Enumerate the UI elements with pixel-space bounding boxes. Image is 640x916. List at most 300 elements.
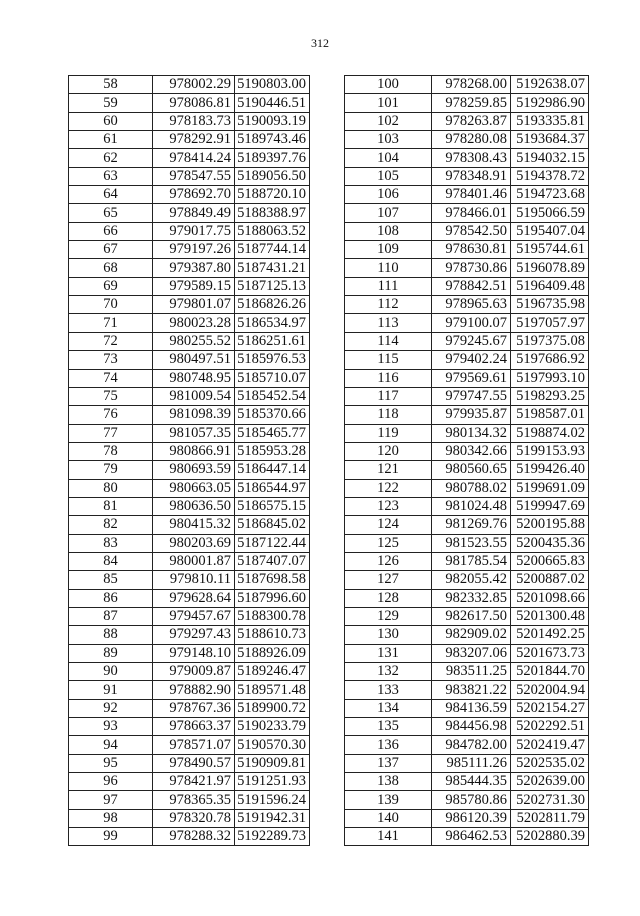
y-coordinate-cell: 5192289.73 — [235, 828, 310, 846]
y-coordinate-cell: 5187996.60 — [235, 589, 310, 607]
table-row — [69, 94, 310, 112]
table-row — [345, 387, 589, 405]
point-number-cell: 94 — [69, 736, 153, 754]
table-row — [345, 351, 589, 369]
page-number: 312 — [311, 36, 329, 50]
x-coordinate-cell: 980255.52 — [153, 332, 235, 350]
y-coordinate-cell: 5190233.79 — [235, 718, 310, 736]
point-number-cell: 134 — [345, 699, 432, 717]
table-row — [69, 773, 310, 791]
x-coordinate-cell: 978730.86 — [432, 259, 511, 277]
y-coordinate-cell: 5186251.61 — [235, 332, 310, 350]
y-coordinate-cell: 5188388.97 — [235, 204, 310, 222]
y-coordinate-cell: 5186447.14 — [235, 461, 310, 479]
point-number-cell: 82 — [69, 516, 153, 534]
point-number-cell: 71 — [69, 314, 153, 332]
y-coordinate-cell: 5194378.72 — [511, 167, 589, 185]
point-number-cell: 136 — [345, 736, 432, 754]
table-row — [345, 461, 589, 479]
x-coordinate-cell: 980663.05 — [153, 479, 235, 497]
y-coordinate-cell: 5189056.50 — [235, 167, 310, 185]
point-number-cell: 126 — [345, 552, 432, 570]
x-coordinate-cell: 981024.48 — [432, 497, 511, 515]
table-row — [69, 736, 310, 754]
point-number-cell: 122 — [345, 479, 432, 497]
table-row — [345, 754, 589, 772]
point-number-cell: 80 — [69, 479, 153, 497]
table-row — [345, 644, 589, 662]
x-coordinate-cell: 985444.35 — [432, 773, 511, 791]
y-coordinate-cell: 5201844.70 — [511, 663, 589, 681]
point-number-cell: 110 — [345, 259, 432, 277]
point-number-cell: 64 — [69, 186, 153, 204]
point-number-cell: 99 — [69, 828, 153, 846]
point-number-cell: 84 — [69, 552, 153, 570]
x-coordinate-cell: 978630.81 — [432, 241, 511, 259]
x-coordinate-cell: 986462.53 — [432, 828, 511, 846]
table-row — [345, 828, 589, 846]
table-row — [69, 589, 310, 607]
y-coordinate-cell: 5199153.93 — [511, 442, 589, 460]
y-coordinate-cell: 5188063.52 — [235, 222, 310, 240]
point-number-cell: 102 — [345, 112, 432, 130]
point-number-cell: 81 — [69, 497, 153, 515]
y-coordinate-cell: 5185370.66 — [235, 406, 310, 424]
point-number-cell: 58 — [69, 76, 153, 94]
table-row — [69, 607, 310, 625]
point-number-cell: 87 — [69, 607, 153, 625]
point-number-cell: 129 — [345, 607, 432, 625]
table-row — [69, 277, 310, 295]
table-row — [345, 497, 589, 515]
point-number-cell: 95 — [69, 754, 153, 772]
table-row — [345, 332, 589, 350]
y-coordinate-cell: 5190570.30 — [235, 736, 310, 754]
x-coordinate-cell: 979628.64 — [153, 589, 235, 607]
point-number-cell: 62 — [69, 149, 153, 167]
table-row — [69, 204, 310, 222]
y-coordinate-cell: 5197057.97 — [511, 314, 589, 332]
y-coordinate-cell: 5195407.04 — [511, 222, 589, 240]
table-row — [345, 479, 589, 497]
y-coordinate-cell: 5189571.48 — [235, 681, 310, 699]
y-coordinate-cell: 5186575.15 — [235, 497, 310, 515]
x-coordinate-cell: 979387.80 — [153, 259, 235, 277]
table-row — [69, 186, 310, 204]
point-number-cell: 101 — [345, 94, 432, 112]
y-coordinate-cell: 5198874.02 — [511, 424, 589, 442]
x-coordinate-cell: 978421.97 — [153, 773, 235, 791]
table-row — [69, 76, 310, 94]
y-coordinate-cell: 5188720.10 — [235, 186, 310, 204]
x-coordinate-cell: 983207.06 — [432, 644, 511, 662]
point-number-cell: 141 — [345, 828, 432, 846]
point-number-cell: 133 — [345, 681, 432, 699]
point-number-cell: 115 — [345, 351, 432, 369]
x-coordinate-cell: 978767.36 — [153, 699, 235, 717]
table-row — [345, 552, 589, 570]
x-coordinate-cell: 978882.90 — [153, 681, 235, 699]
x-coordinate-cell: 978292.91 — [153, 131, 235, 149]
x-coordinate-cell: 978547.55 — [153, 167, 235, 185]
point-number-cell: 77 — [69, 424, 153, 442]
point-number-cell: 79 — [69, 461, 153, 479]
point-number-cell: 104 — [345, 149, 432, 167]
x-coordinate-cell: 978414.24 — [153, 149, 235, 167]
y-coordinate-cell: 5190909.81 — [235, 754, 310, 772]
y-coordinate-cell: 5189743.46 — [235, 131, 310, 149]
table-row — [69, 497, 310, 515]
x-coordinate-cell: 979810.11 — [153, 571, 235, 589]
y-coordinate-cell: 5197375.08 — [511, 332, 589, 350]
y-coordinate-cell: 5188926.09 — [235, 644, 310, 662]
table-row — [345, 681, 589, 699]
x-coordinate-cell: 980636.50 — [153, 497, 235, 515]
table-row — [69, 571, 310, 589]
point-number-cell: 90 — [69, 663, 153, 681]
table-row — [69, 351, 310, 369]
y-coordinate-cell: 5192638.07 — [511, 76, 589, 94]
y-coordinate-cell: 5186845.02 — [235, 516, 310, 534]
y-coordinate-cell: 5193335.81 — [511, 112, 589, 130]
table-row — [69, 754, 310, 772]
point-number-cell: 128 — [345, 589, 432, 607]
y-coordinate-cell: 5200435.36 — [511, 534, 589, 552]
x-coordinate-cell: 981269.76 — [432, 516, 511, 534]
x-coordinate-cell: 978571.07 — [153, 736, 235, 754]
x-coordinate-cell: 978002.29 — [153, 76, 235, 94]
y-coordinate-cell: 5202004.94 — [511, 681, 589, 699]
y-coordinate-cell: 5202731.30 — [511, 791, 589, 809]
point-number-cell: 97 — [69, 791, 153, 809]
x-coordinate-cell: 978842.51 — [432, 277, 511, 295]
y-coordinate-cell: 5196735.98 — [511, 296, 589, 314]
table-row — [69, 699, 310, 717]
table-row — [69, 663, 310, 681]
point-number-cell: 127 — [345, 571, 432, 589]
x-coordinate-cell: 978280.08 — [432, 131, 511, 149]
table-row — [69, 241, 310, 259]
x-coordinate-cell: 979457.67 — [153, 607, 235, 625]
table-row — [345, 699, 589, 717]
x-coordinate-cell: 980497.51 — [153, 351, 235, 369]
y-coordinate-cell: 5198587.01 — [511, 406, 589, 424]
y-coordinate-cell: 5189397.76 — [235, 149, 310, 167]
point-number-cell: 113 — [345, 314, 432, 332]
x-coordinate-cell: 979148.10 — [153, 644, 235, 662]
x-coordinate-cell: 978308.43 — [432, 149, 511, 167]
point-number-cell: 93 — [69, 718, 153, 736]
y-coordinate-cell: 5201300.48 — [511, 607, 589, 625]
table-row — [69, 479, 310, 497]
y-coordinate-cell: 5196409.48 — [511, 277, 589, 295]
x-coordinate-cell: 982332.85 — [432, 589, 511, 607]
point-number-cell: 83 — [69, 534, 153, 552]
table-row — [345, 791, 589, 809]
x-coordinate-cell: 981523.55 — [432, 534, 511, 552]
point-number-cell: 123 — [345, 497, 432, 515]
point-number-cell: 114 — [345, 332, 432, 350]
point-number-cell: 100 — [345, 76, 432, 94]
point-number-cell: 66 — [69, 222, 153, 240]
x-coordinate-cell: 980866.91 — [153, 442, 235, 460]
x-coordinate-cell: 980023.28 — [153, 314, 235, 332]
y-coordinate-cell: 5186826.26 — [235, 296, 310, 314]
table-row — [69, 516, 310, 534]
table-row — [69, 369, 310, 387]
y-coordinate-cell: 5197686.92 — [511, 351, 589, 369]
point-number-cell: 67 — [69, 241, 153, 259]
x-coordinate-cell: 979245.67 — [432, 332, 511, 350]
x-coordinate-cell: 978320.78 — [153, 809, 235, 827]
y-coordinate-cell: 5187122.44 — [235, 534, 310, 552]
x-coordinate-cell: 979402.24 — [432, 351, 511, 369]
y-coordinate-cell: 5186534.97 — [235, 314, 310, 332]
x-coordinate-cell: 984782.00 — [432, 736, 511, 754]
point-number-cell: 98 — [69, 809, 153, 827]
point-number-cell: 68 — [69, 259, 153, 277]
point-number-cell: 96 — [69, 773, 153, 791]
table-row — [345, 736, 589, 754]
point-number-cell: 70 — [69, 296, 153, 314]
table-row — [69, 112, 310, 130]
x-coordinate-cell: 978348.91 — [432, 167, 511, 185]
point-number-cell: 74 — [69, 369, 153, 387]
x-coordinate-cell: 981785.54 — [432, 552, 511, 570]
point-number-cell: 120 — [345, 442, 432, 460]
x-coordinate-cell: 979569.61 — [432, 369, 511, 387]
point-number-cell: 91 — [69, 681, 153, 699]
x-coordinate-cell: 979747.55 — [432, 387, 511, 405]
point-number-cell: 75 — [69, 387, 153, 405]
point-number-cell: 135 — [345, 718, 432, 736]
x-coordinate-cell: 978490.57 — [153, 754, 235, 772]
y-coordinate-cell: 5201492.25 — [511, 626, 589, 644]
table-row — [69, 442, 310, 460]
point-number-cell: 59 — [69, 94, 153, 112]
y-coordinate-cell: 5199426.40 — [511, 461, 589, 479]
table-row — [69, 552, 310, 570]
y-coordinate-cell: 5190803.00 — [235, 76, 310, 94]
y-coordinate-cell: 5194032.15 — [511, 149, 589, 167]
y-coordinate-cell: 5192986.90 — [511, 94, 589, 112]
point-number-cell: 118 — [345, 406, 432, 424]
point-number-cell: 131 — [345, 644, 432, 662]
table-row — [345, 607, 589, 625]
x-coordinate-cell: 978965.63 — [432, 296, 511, 314]
table-row — [69, 644, 310, 662]
y-coordinate-cell: 5187407.07 — [235, 552, 310, 570]
table-row — [345, 663, 589, 681]
x-coordinate-cell: 980693.59 — [153, 461, 235, 479]
x-coordinate-cell: 978183.73 — [153, 112, 235, 130]
point-number-cell: 106 — [345, 186, 432, 204]
y-coordinate-cell: 5195066.59 — [511, 204, 589, 222]
table-row — [69, 534, 310, 552]
table-row — [345, 626, 589, 644]
y-coordinate-cell: 5202419.47 — [511, 736, 589, 754]
point-number-cell: 65 — [69, 204, 153, 222]
table-row — [69, 332, 310, 350]
point-number-cell: 63 — [69, 167, 153, 185]
point-number-cell: 125 — [345, 534, 432, 552]
x-coordinate-cell: 978263.87 — [432, 112, 511, 130]
table-row — [345, 809, 589, 827]
table-row — [69, 259, 310, 277]
point-number-cell: 111 — [345, 277, 432, 295]
y-coordinate-cell: 5187744.14 — [235, 241, 310, 259]
x-coordinate-cell: 978288.32 — [153, 828, 235, 846]
table-row — [69, 681, 310, 699]
x-coordinate-cell: 978692.70 — [153, 186, 235, 204]
x-coordinate-cell: 986120.39 — [432, 809, 511, 827]
x-coordinate-cell: 982617.50 — [432, 607, 511, 625]
table-row — [69, 626, 310, 644]
y-coordinate-cell: 5202880.39 — [511, 828, 589, 846]
table-row — [69, 222, 310, 240]
table-row — [345, 241, 589, 259]
coordinates-table-left — [68, 75, 310, 846]
table-row — [69, 791, 310, 809]
table-row — [69, 387, 310, 405]
x-coordinate-cell: 978365.35 — [153, 791, 235, 809]
point-number-cell: 117 — [345, 387, 432, 405]
x-coordinate-cell: 983511.25 — [432, 663, 511, 681]
y-coordinate-cell: 5191596.24 — [235, 791, 310, 809]
table-row — [345, 424, 589, 442]
y-coordinate-cell: 5189246.47 — [235, 663, 310, 681]
table-row — [69, 828, 310, 846]
point-number-cell: 69 — [69, 277, 153, 295]
point-number-cell: 119 — [345, 424, 432, 442]
point-number-cell: 103 — [345, 131, 432, 149]
x-coordinate-cell: 980342.66 — [432, 442, 511, 460]
table-row — [69, 131, 310, 149]
y-coordinate-cell: 5201098.66 — [511, 589, 589, 607]
x-coordinate-cell: 980560.65 — [432, 461, 511, 479]
table-row — [69, 718, 310, 736]
table-row — [345, 369, 589, 387]
table-row — [345, 589, 589, 607]
y-coordinate-cell: 5202535.02 — [511, 754, 589, 772]
table-row — [345, 112, 589, 130]
y-coordinate-cell: 5191251.93 — [235, 773, 310, 791]
x-coordinate-cell: 980748.95 — [153, 369, 235, 387]
x-coordinate-cell: 980001.87 — [153, 552, 235, 570]
point-number-cell: 139 — [345, 791, 432, 809]
x-coordinate-cell: 978268.00 — [432, 76, 511, 94]
point-number-cell: 61 — [69, 131, 153, 149]
table-row — [345, 94, 589, 112]
table-row — [69, 424, 310, 442]
table-row — [345, 204, 589, 222]
y-coordinate-cell: 5187698.58 — [235, 571, 310, 589]
y-coordinate-cell: 5202154.27 — [511, 699, 589, 717]
table-row — [345, 222, 589, 240]
y-coordinate-cell: 5202292.51 — [511, 718, 589, 736]
x-coordinate-cell: 979589.15 — [153, 277, 235, 295]
x-coordinate-cell: 981009.54 — [153, 387, 235, 405]
y-coordinate-cell: 5185710.07 — [235, 369, 310, 387]
x-coordinate-cell: 982055.42 — [432, 571, 511, 589]
point-number-cell: 132 — [345, 663, 432, 681]
table-row — [69, 406, 310, 424]
x-coordinate-cell: 978259.85 — [432, 94, 511, 112]
y-coordinate-cell: 5194723.68 — [511, 186, 589, 204]
point-number-cell: 130 — [345, 626, 432, 644]
point-number-cell: 92 — [69, 699, 153, 717]
x-coordinate-cell: 985780.86 — [432, 791, 511, 809]
table-row — [345, 442, 589, 460]
point-number-cell: 85 — [69, 571, 153, 589]
table-row — [345, 149, 589, 167]
y-coordinate-cell: 5185465.77 — [235, 424, 310, 442]
x-coordinate-cell: 981057.35 — [153, 424, 235, 442]
x-coordinate-cell: 981098.39 — [153, 406, 235, 424]
y-coordinate-cell: 5185953.28 — [235, 442, 310, 460]
x-coordinate-cell: 979017.75 — [153, 222, 235, 240]
y-coordinate-cell: 5199691.09 — [511, 479, 589, 497]
point-number-cell: 121 — [345, 461, 432, 479]
y-coordinate-cell: 5198293.25 — [511, 387, 589, 405]
point-number-cell: 76 — [69, 406, 153, 424]
point-number-cell: 89 — [69, 644, 153, 662]
y-coordinate-cell: 5189900.72 — [235, 699, 310, 717]
y-coordinate-cell: 5191942.31 — [235, 809, 310, 827]
table-row — [69, 314, 310, 332]
table-row — [345, 718, 589, 736]
y-coordinate-cell: 5200887.02 — [511, 571, 589, 589]
y-coordinate-cell: 5187431.21 — [235, 259, 310, 277]
y-coordinate-cell: 5199947.69 — [511, 497, 589, 515]
x-coordinate-cell: 979801.07 — [153, 296, 235, 314]
point-number-cell: 124 — [345, 516, 432, 534]
table-row — [345, 406, 589, 424]
x-coordinate-cell: 985111.26 — [432, 754, 511, 772]
y-coordinate-cell: 5190093.19 — [235, 112, 310, 130]
x-coordinate-cell: 979297.43 — [153, 626, 235, 644]
y-coordinate-cell: 5197993.10 — [511, 369, 589, 387]
x-coordinate-cell: 978466.01 — [432, 204, 511, 222]
x-coordinate-cell: 978401.46 — [432, 186, 511, 204]
x-coordinate-cell: 979009.87 — [153, 663, 235, 681]
point-number-cell: 88 — [69, 626, 153, 644]
point-number-cell: 72 — [69, 332, 153, 350]
table-row — [69, 809, 310, 827]
x-coordinate-cell: 984456.98 — [432, 718, 511, 736]
x-coordinate-cell: 980134.32 — [432, 424, 511, 442]
point-number-cell: 86 — [69, 589, 153, 607]
point-number-cell: 112 — [345, 296, 432, 314]
table-row — [345, 571, 589, 589]
x-coordinate-cell: 980788.02 — [432, 479, 511, 497]
x-coordinate-cell: 979100.07 — [432, 314, 511, 332]
point-number-cell: 78 — [69, 442, 153, 460]
x-coordinate-cell: 980415.32 — [153, 516, 235, 534]
point-number-cell: 107 — [345, 204, 432, 222]
table-row — [345, 773, 589, 791]
y-coordinate-cell: 5193684.37 — [511, 131, 589, 149]
table-row — [345, 534, 589, 552]
y-coordinate-cell: 5188610.73 — [235, 626, 310, 644]
x-coordinate-cell: 978849.49 — [153, 204, 235, 222]
table-row — [69, 149, 310, 167]
x-coordinate-cell: 983821.22 — [432, 681, 511, 699]
point-number-cell: 109 — [345, 241, 432, 259]
y-coordinate-cell: 5188300.78 — [235, 607, 310, 625]
point-number-cell: 140 — [345, 809, 432, 827]
x-coordinate-cell: 979197.26 — [153, 241, 235, 259]
